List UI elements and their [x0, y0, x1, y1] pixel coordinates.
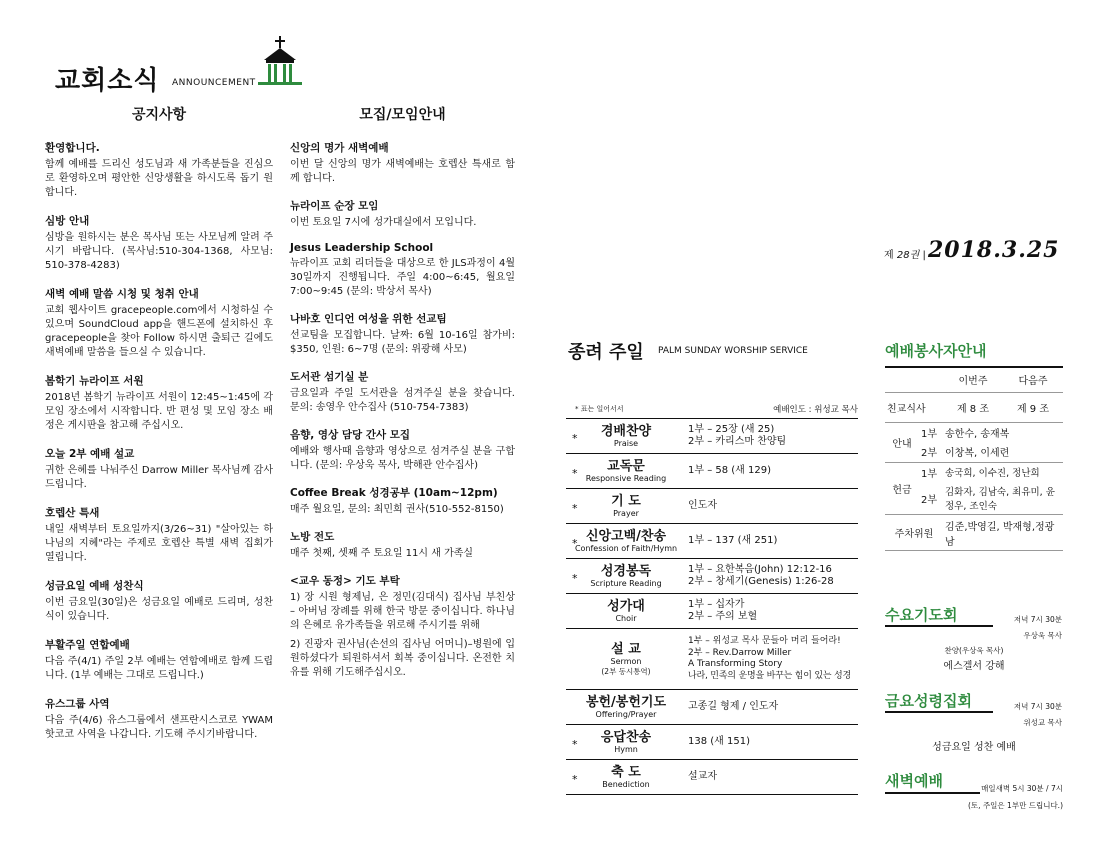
notice-item [45, 505, 273, 565]
order-item-ko: 기 도 [611, 493, 641, 509]
gathering-heading: 모집/모임안내 [359, 107, 446, 123]
friday-time: 저녁 7시 30분 [1013, 702, 1062, 711]
order-detail: 인도자 [688, 500, 717, 511]
standing-mark: * [572, 773, 578, 787]
order-item-ko: 경배찬양 [600, 423, 652, 439]
notices-column [45, 140, 273, 755]
order-row [566, 489, 858, 524]
standing-mark: * [572, 502, 578, 516]
gathering-title: <교우 동정> 기도 부탁 [290, 575, 400, 587]
order-of-worship [566, 418, 858, 795]
gathering-title: 음향, 영상 담당 간사 모집 [290, 429, 411, 441]
notice-body: 심방을 원하시는 분은 목사님 또는 사모님께 알려 주시기 바랍니다. (목사님:510-304-1368, 사모님: 510-378-4283) [45, 232, 273, 271]
standing-mark: * [572, 572, 578, 586]
order-item-en: Prayer [613, 508, 639, 518]
role-label: 안내 [885, 422, 919, 462]
order-detail: 2부 – 주의 보혈 [688, 611, 758, 622]
volume-prefix: 제 [884, 250, 894, 261]
role-next: 제 9 조 [1003, 392, 1063, 422]
order-item-ko: 신앙고백/찬송 [585, 528, 667, 544]
order-row [566, 760, 858, 795]
role-sub: 2부 [919, 482, 943, 515]
wednesday-rule [885, 625, 993, 627]
order-item-ko: 성가대 [607, 598, 645, 614]
gathering-title: Coffee Break 성경공부 (10am~12pm) [290, 487, 498, 499]
notice-body: 귀한 은혜를 나눠주신 Darrow Miller 목사님께 감사드립니다. [45, 465, 273, 490]
notice-title: 성금요일 예배 성찬식 [45, 580, 144, 592]
gathering-body: 뉴라이프 교회 리더들을 대상으로 한 JLS과정이 4월 30일까지 진행됩니다. 주일 4:00~6:45, 월요일 7:00~9:45 (문의: 박상서 목사) [290, 258, 515, 297]
role-sub: 1부 [921, 468, 938, 480]
gathering-item [290, 311, 515, 357]
role-this: 제 8 조 [943, 392, 1003, 422]
standing-note: * 표는 일어서서 [575, 405, 624, 413]
notice-body: 교회 웹사이트 gracepeople.com에서 시청하실 수 있으며 SoundCloud app을 핸드폰에 설치하신 후 gracepeople을 찾아 Follow 하시면 출퇴근 길에도 새벽예배 말씀을 들으실 수 있습니다. [45, 305, 273, 358]
notice-title: 유스그룹 사역 [45, 698, 110, 710]
notice-item [45, 446, 273, 492]
gathering-item [290, 427, 515, 473]
volume-number [884, 246, 926, 261]
standing-mark: * [572, 738, 578, 752]
order-detail: 138 (새 151) [688, 736, 750, 747]
friday-line1: 성금요일 성찬 예배 [932, 742, 1016, 753]
friday-rule [885, 711, 993, 713]
dawn-title: 새벽예배 [885, 772, 943, 790]
gathering-title: 도서관 섬기실 분 [290, 371, 369, 383]
gathering-item [290, 485, 515, 517]
notice-title: 새벽 예배 말씀 시청 및 청취 안내 [45, 288, 199, 300]
gathering-item [290, 369, 515, 415]
volunteers-title: 예배봉사자안내 [885, 342, 987, 360]
notice-title: 심방 안내 [45, 215, 90, 227]
order-item-en: Choir [615, 613, 637, 623]
gathering-body: 이번 토요일 7시에 성가대실에서 모입니다. [290, 217, 477, 228]
order-item-en: Confession of Faith/Hymn [574, 543, 678, 553]
order-detail: 1부 – 58 (새 129) [688, 465, 772, 476]
friday-title: 금요성령집회 [885, 692, 972, 710]
role-sub: 1부 [921, 428, 938, 440]
gathering-item [290, 198, 515, 230]
gathering-body: 2) 진광자 권사님(손선의 집사님 어머니)–병원에 입원하셨다가 퇴원하셔서 회복 중이십니다. 온전한 치유를 위해 기도해주십시오. [290, 639, 515, 678]
order-detail: 2부 – 카리스마 찬양팀 [688, 436, 787, 447]
notice-title: 봄학기 뉴라이프 서원 [45, 375, 144, 387]
role-label: 친교식사 [885, 392, 943, 422]
service-subtitle: PALM SUNDAY WORSHIP SERVICE [658, 346, 808, 356]
order-item-en: Scripture Reading [590, 578, 662, 588]
order-item-ko: 교독문 [607, 458, 645, 474]
volunteers-table [885, 368, 1063, 551]
wednesday-line2: 에스겔서 강해 [943, 661, 1005, 672]
gathering-item [290, 638, 515, 680]
volume-separator: | [922, 250, 926, 261]
notice-item [45, 213, 273, 273]
notice-body: 함께 예배를 드리신 성도님과 새 가족분들을 진심으로 환영하오며 평안한 신앙생활을 하시도록 돕기 원합니다. [45, 159, 273, 198]
gathering-body: 매주 첫째, 셋째 주 토요일 11시 새 가족실 [290, 548, 474, 559]
gathering-item [290, 140, 515, 186]
order-row [566, 454, 858, 489]
notice-title: 호렙산 특새 [45, 507, 100, 519]
order-row [566, 559, 858, 594]
notice-title: 오늘 2부 예배 설교 [45, 448, 135, 460]
order-detail: A Transforming Story [688, 659, 783, 669]
dawn-note: (토, 주일은 1부만 드립니다.) [968, 801, 1063, 810]
volume-value: 28권 [896, 250, 920, 261]
notice-body: 다음 주(4/6) 유스그룹에서 샌프란시스코로 YWAM 핫코코 사역을 나갑니다. 기도해 주시기바랍니다. [45, 715, 273, 740]
order-detail: 설교자 [688, 771, 717, 782]
role-value: 이창복, 이세련 [943, 442, 1063, 462]
order-item-ko: 봉헌/봉헌기도 [585, 694, 667, 710]
wednesday-time: 저녁 7시 30분 [1013, 615, 1062, 624]
bulletin-date: 2018.3.25 [928, 237, 1060, 263]
order-row [566, 725, 858, 760]
church-icon [258, 36, 302, 88]
gathering-title: 나바호 인디언 여성을 위한 선교팀 [290, 313, 447, 325]
order-item-en: Hymn [614, 744, 638, 754]
dawn-time: 매일새벽 5시 30분 / 7시 [981, 784, 1063, 793]
col-next-week: 다음주 [1003, 368, 1063, 392]
service-leader: 예배인도 : 위성교 목사 [773, 405, 858, 415]
order-item-ko: 성경봉독 [600, 563, 652, 579]
gathering-body: 이번 달 신앙의 명가 새벽예배는 호렙산 특새로 함께 합니다. [290, 159, 515, 184]
notice-item [45, 578, 273, 624]
order-detail: 나라, 민족의 운명을 바꾸는 힘이 있는 성경 [688, 670, 852, 681]
gathering-body: 매주 월요일, 문의: 최민희 권사(510-552-8150) [290, 504, 504, 515]
order-item-en: Responsive Reading [585, 473, 667, 483]
standing-mark: * [572, 432, 578, 446]
order-detail: 2부 – Rev.Darrow Miller [688, 647, 792, 658]
order-item-en: Offering/Prayer [595, 709, 657, 719]
notice-item [45, 637, 273, 683]
dawn-rule [885, 792, 980, 794]
col-this-week: 이번주 [943, 368, 1003, 392]
gathering-title: Jesus Leadership School [290, 242, 434, 254]
notice-item [45, 696, 273, 742]
gathering-column [290, 140, 515, 692]
page-title: 교회소식 [55, 66, 160, 96]
order-item-ko: 응답찬송 [600, 729, 652, 745]
gathering-item [290, 573, 515, 633]
notice-item [45, 286, 273, 360]
service-title: 종려 주일 [568, 342, 644, 363]
wednesday-title: 수요기도회 [885, 606, 958, 624]
order-item-en: Praise [613, 438, 639, 448]
notice-body: 다음 주(4/1) 주일 2부 예배는 연합예배로 함께 드립니다. (1부 예배는 그대로 드립니다.) [45, 656, 273, 681]
order-detail: 1부 – 위성교 목사 문들아 머리 들어라! [688, 636, 841, 646]
gathering-body: 1) 장 시원 형제님, 은 정민(김대식) 집사님 부친상 – 아버님 장례를 위해 한국 방문 중이십니다. 하나님의 은혜로 유가족들을 위로해 주시기를 위해 [290, 592, 515, 631]
role-value: 김화자, 김남숙, 최유미, 윤정우, 조인숙 [943, 482, 1063, 515]
notice-title: 부활주일 연합예배 [45, 639, 130, 651]
gathering-item [290, 529, 515, 561]
friday-speaker: 위성교 목사 [1023, 718, 1062, 727]
order-detail: 1부 – 십자가 [688, 599, 745, 610]
order-item-ko: 축 도 [611, 764, 641, 780]
order-detail: 1부 – 25장 (새 25) [688, 424, 775, 435]
order-item-en: Benediction [602, 779, 650, 789]
notice-item [45, 140, 273, 200]
gathering-body: 선교팀을 모집합니다. 날짜: 6월 10-16일 참가비: $350, 인원: 6~7명 (문의: 위광해 사모) [290, 330, 515, 355]
notices-heading: 공지사항 [131, 107, 187, 123]
role-value: 김준,박영길, 박재형,정광남 [943, 515, 1063, 551]
role-sub: 2부 [919, 442, 943, 462]
order-row [566, 419, 858, 454]
order-item-note: (2부 동시통역) [601, 667, 651, 676]
role-value: 송한수, 송재복 [945, 428, 1010, 440]
standing-mark: * [572, 467, 578, 481]
notice-body: 내일 새벽부터 토요일까지(3/26~31) "살아있는 하나님의 지혜"라는 주제로 호렙산 특별 새벽 집회가 열립니다. [45, 524, 273, 563]
order-row [566, 629, 858, 690]
gathering-title: 신앙의 명가 새벽예배 [290, 142, 389, 154]
order-detail: 2부 – 창세기(Genesis) 1:26-28 [688, 576, 834, 587]
notice-body: 2018년 봄학기 뉴라이프 서원이 12:45~1:45에 각 모임 장소에서 시작합니다. 반 편성 및 모임 장소 배정은 게시판을 참고해 주십시오. [45, 392, 273, 431]
gathering-title: 뉴라이프 순장 모임 [290, 200, 379, 212]
role-label: 주차위원 [885, 515, 943, 551]
page-subtitle: ANNOUNCEMENT [172, 78, 256, 88]
gathering-body: 예배와 행사때 음향과 영상으로 섬겨주실 분을 구합니다. (문의: 우상욱 목사, 박해관 안수집사) [290, 446, 515, 471]
wednesday-line1: 찬양(우상욱 목사) [944, 646, 1004, 655]
notice-item [45, 373, 273, 433]
notice-body: 이번 금요일(30일)은 성금요일 예배로 드리며, 성찬식이 있습니다. [45, 597, 273, 622]
order-row [566, 690, 858, 725]
wednesday-speaker: 우상욱 목사 [1023, 631, 1062, 640]
order-detail: 고종길 형제 / 인도자 [688, 701, 779, 712]
gathering-item [290, 242, 515, 299]
role-value: 송국희, 이수진, 정난희 [945, 468, 1040, 480]
order-detail: 1부 – 요한복음(John) 12:12-16 [688, 564, 832, 575]
role-label: 헌금 [885, 462, 919, 515]
order-row [566, 524, 858, 559]
order-item-ko: 설 교 [611, 642, 641, 657]
order-row [566, 594, 858, 629]
order-detail: 1부 – 137 (새 251) [688, 535, 778, 546]
standing-mark: * [572, 537, 578, 551]
order-item-en: Sermon [610, 657, 642, 666]
gathering-body: 금요일과 주일 도서관을 섬겨주실 분을 찾습니다. 문의: 송영우 안수집사 (510-754-7383) [290, 388, 515, 413]
gathering-title: 노방 전도 [290, 531, 335, 543]
notice-title: 환영합니다. [45, 142, 100, 154]
